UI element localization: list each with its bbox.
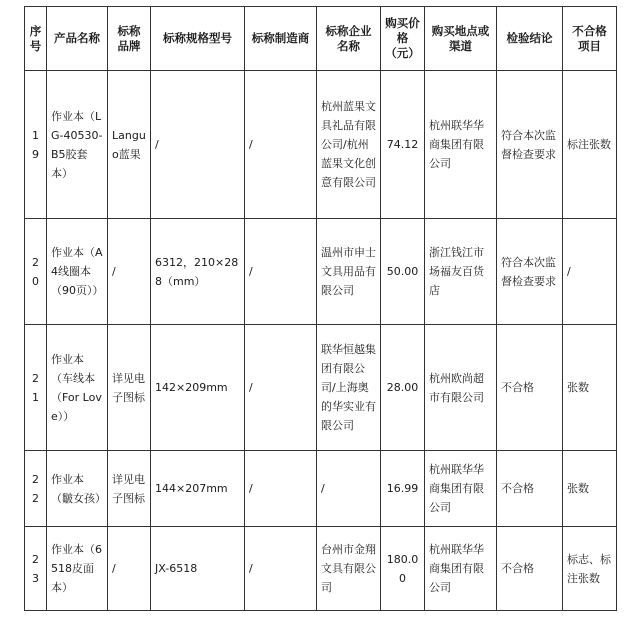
cell-brand: 详见电子图标	[108, 325, 151, 451]
cell-price: 16.99	[381, 451, 425, 527]
table-row	[25, 451, 617, 527]
table-row	[25, 527, 617, 611]
cell-manufacturer: /	[245, 451, 317, 527]
cell-product-name: 作业本（车线本（For Love））	[47, 325, 108, 451]
header-brand: 标称品牌	[108, 7, 151, 71]
cell-company: 台州市金翔文具有限公司	[317, 527, 381, 611]
cell-brand: Languo蓝果	[108, 71, 151, 219]
cell-failed-items: 标注张数	[563, 71, 617, 219]
cell-spec: JX-6518	[151, 527, 245, 611]
header-seq: 序号	[25, 7, 47, 71]
cell-spec: /	[151, 71, 245, 219]
cell-seq: 20	[25, 219, 47, 325]
cell-purchase-place: 浙江钱江市场福友百货店	[425, 219, 497, 325]
cell-brand: /	[108, 527, 151, 611]
cell-company: 杭州蓝果文具礼品有限公司/杭州蓝果文化创意有限公司	[317, 71, 381, 219]
cell-product-name: 作业本（LG-40530-B5胶套本）	[47, 71, 108, 219]
header-row	[25, 7, 617, 71]
cell-company: /	[317, 451, 381, 527]
header-purchase-place: 购买地点或渠道	[425, 7, 497, 71]
cell-purchase-place: 杭州联华华商集团有限公司	[425, 451, 497, 527]
cell-purchase-place: 杭州欧尚超市有限公司	[425, 325, 497, 451]
cell-failed-items: 张数	[563, 325, 617, 451]
cell-seq: 21	[25, 325, 47, 451]
table-row	[25, 219, 617, 325]
cell-brand: /	[108, 219, 151, 325]
cell-conclusion: 不合格	[497, 325, 563, 451]
cell-conclusion: 不合格	[497, 527, 563, 611]
cell-product-name: 作业本（皺女孩）	[47, 451, 108, 527]
header-failed-items: 不合格项目	[563, 7, 617, 71]
cell-price: 50.00	[381, 219, 425, 325]
cell-failed-items: /	[563, 219, 617, 325]
cell-seq: 19	[25, 71, 47, 219]
cell-manufacturer: /	[245, 325, 317, 451]
inspection-results-table	[24, 6, 617, 611]
cell-brand: 详见电子图标	[108, 451, 151, 527]
header-product-name: 产品名称	[47, 7, 108, 71]
table-row	[25, 71, 617, 219]
cell-spec: 142×209mm	[151, 325, 245, 451]
header-conclusion: 检验结论	[497, 7, 563, 71]
cell-company: 联华恒越集团有限公司/上海奥的华实业有限公司	[317, 325, 381, 451]
header-price: 购买价格（元）	[381, 7, 425, 71]
cell-failed-items: 张数	[563, 451, 617, 527]
cell-manufacturer: /	[245, 71, 317, 219]
cell-failed-items: 标志、标注张数	[563, 527, 617, 611]
cell-seq: 22	[25, 451, 47, 527]
cell-manufacturer: /	[245, 219, 317, 325]
cell-spec: 6312，210×288（mm）	[151, 219, 245, 325]
cell-product-name: 作业本（6518皮面本）	[47, 527, 108, 611]
cell-seq: 23	[25, 527, 47, 611]
cell-product-name: 作业本（A4线圈本（90页））	[47, 219, 108, 325]
cell-conclusion: 不合格	[497, 451, 563, 527]
cell-company: 温州市申士文具用品有限公司	[317, 219, 381, 325]
header-spec: 标称规格型号	[151, 7, 245, 71]
cell-conclusion: 符合本次监督检查要求	[497, 71, 563, 219]
cell-price: 74.12	[381, 71, 425, 219]
cell-price: 180.00	[381, 527, 425, 611]
header-manufacturer: 标称制造商	[245, 7, 317, 71]
cell-manufacturer: /	[245, 527, 317, 611]
cell-spec: 144×207mm	[151, 451, 245, 527]
cell-price: 28.00	[381, 325, 425, 451]
header-company: 标称企业名称	[317, 7, 381, 71]
table-row	[25, 325, 617, 451]
cell-purchase-place: 杭州联华华商集团有限公司	[425, 527, 497, 611]
cell-conclusion: 符合本次监督检查要求	[497, 219, 563, 325]
cell-purchase-place: 杭州联华华商集团有限公司	[425, 71, 497, 219]
